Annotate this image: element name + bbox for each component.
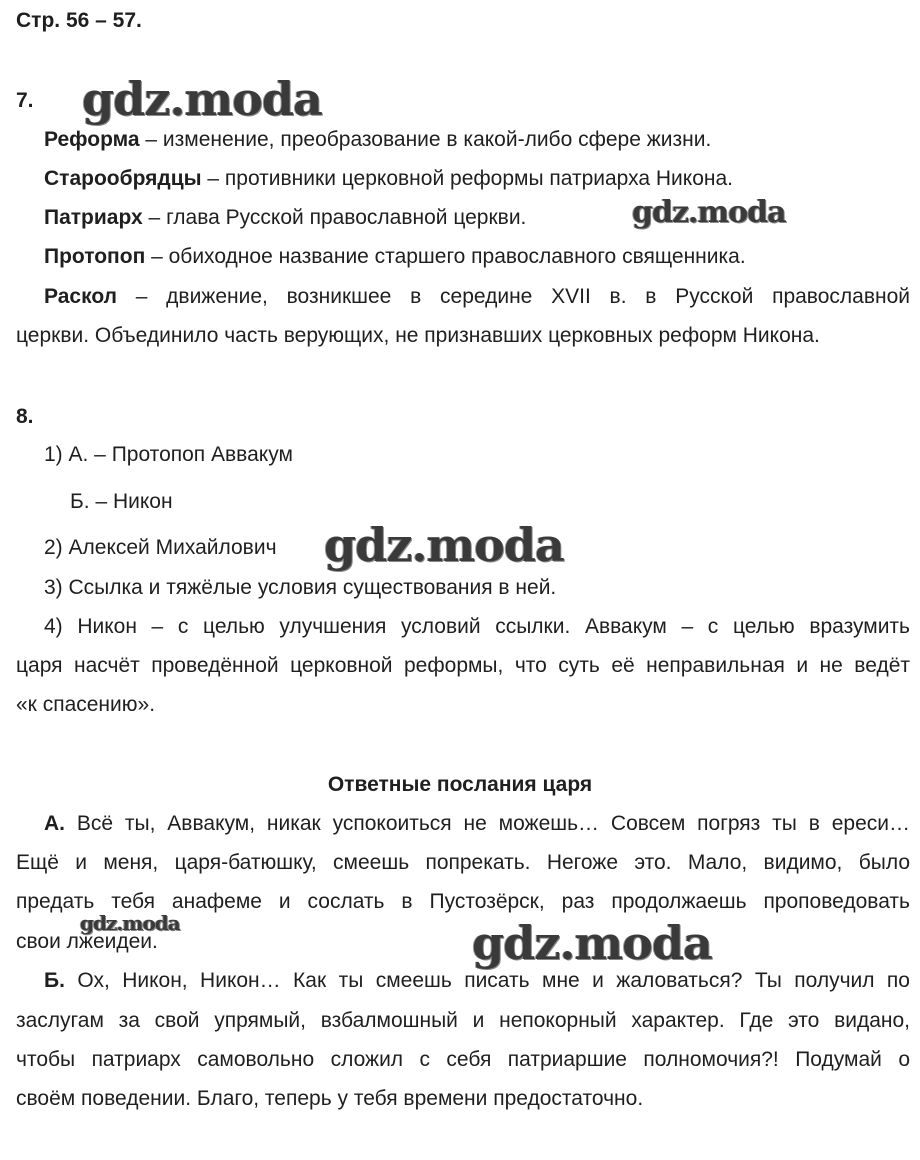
- letter-a-line3: предать тебя анафеме и сослать в Пустозёрск, раз продолжаешь проповедовать: [16, 890, 910, 913]
- definition: – противники церковной реформы патриарха Никона.: [201, 167, 734, 190]
- watermark: gdz.moda: [324, 518, 564, 572]
- section-title: Ответные послания царя: [327, 773, 593, 796]
- definition-raskol: [44, 284, 910, 310]
- letter-b-label: Б.: [44, 969, 65, 992]
- page-reference: Стр. 56 – 57.: [16, 9, 142, 32]
- letter-b-line3: чтобы патриарх самовольно сложил с себя патриаршие полномочия?! Подумай о: [16, 1048, 910, 1071]
- definition: – изменение, преобразование в какой-либо сфере жизни.: [139, 128, 712, 151]
- letter-a-line1: А. Всё ты, Аввакум, никак успокоиться не можешь… Совсем погряз ты в ереси…: [44, 812, 910, 835]
- letter-b-line1: Б. Ох, Никон, Никон… Как ты смеешь писать мне и жаловаться? Ты получил по: [44, 969, 910, 992]
- task-7-number: 7.: [16, 89, 34, 112]
- answer-3: 3) Ссылка и тяжёлые условия существования в ней.: [44, 576, 557, 599]
- definition-staroobryadtsy: [44, 166, 733, 192]
- letter-b-line2: заслугам за свой упрямый, взбалмошный и непокорный характер. Где это видано,: [16, 1009, 910, 1032]
- watermark: gdz.moda: [80, 911, 180, 935]
- watermark: gdz.moda: [82, 72, 322, 126]
- definition-reforma: [44, 127, 711, 153]
- letter-a-line2: Ещё и меня, царя-батюшку, смеешь попрекать. Негоже это. Мало, видимо, было: [16, 851, 910, 874]
- answer-1a: 1) А. – Протопоп Аввакум: [44, 443, 293, 466]
- definition: – обиходное название старшего православного священника.: [145, 245, 746, 268]
- answer-4-line1: 4) Никон – с целью улучшения условий ссылки. Аввакум – с целью вразумить: [44, 615, 910, 638]
- definition: – движение, возникшее в середине XVII в. в Русской православной: [116, 285, 910, 308]
- answer-2: 2) Алексей Михайлович: [44, 536, 277, 559]
- letter-a-line4: свои лжеидеи.: [16, 930, 158, 953]
- watermark: gdz.moda: [632, 195, 786, 230]
- answer-4-line3: «к спасению».: [16, 693, 156, 716]
- answer-4-line2: царя насчёт проведённой церковной реформы, что суть её неправильная и не ведёт: [16, 654, 910, 677]
- task-8-number: 8.: [16, 405, 34, 428]
- term: Раскол: [44, 285, 117, 308]
- term: Реформа: [44, 128, 140, 151]
- term: Протопоп: [44, 245, 146, 268]
- definition: – глава Русской православной церкви.: [142, 206, 527, 229]
- letter-a-label: А.: [44, 812, 65, 835]
- watermark: gdz.moda: [472, 916, 712, 970]
- answer-1b: Б. – Никон: [70, 490, 173, 513]
- definition-patriarkh: [44, 205, 526, 231]
- definition-protopop: [44, 244, 746, 270]
- term: Старообрядцы: [44, 167, 202, 190]
- term: Патриарх: [44, 206, 143, 229]
- definition-raskol-cont: церкви. Объединило часть верующих, не признавших церковных реформ Никона.: [16, 324, 820, 347]
- letter-b-line4: своём поведении. Благо, теперь у тебя времени предостаточно.: [16, 1087, 644, 1110]
